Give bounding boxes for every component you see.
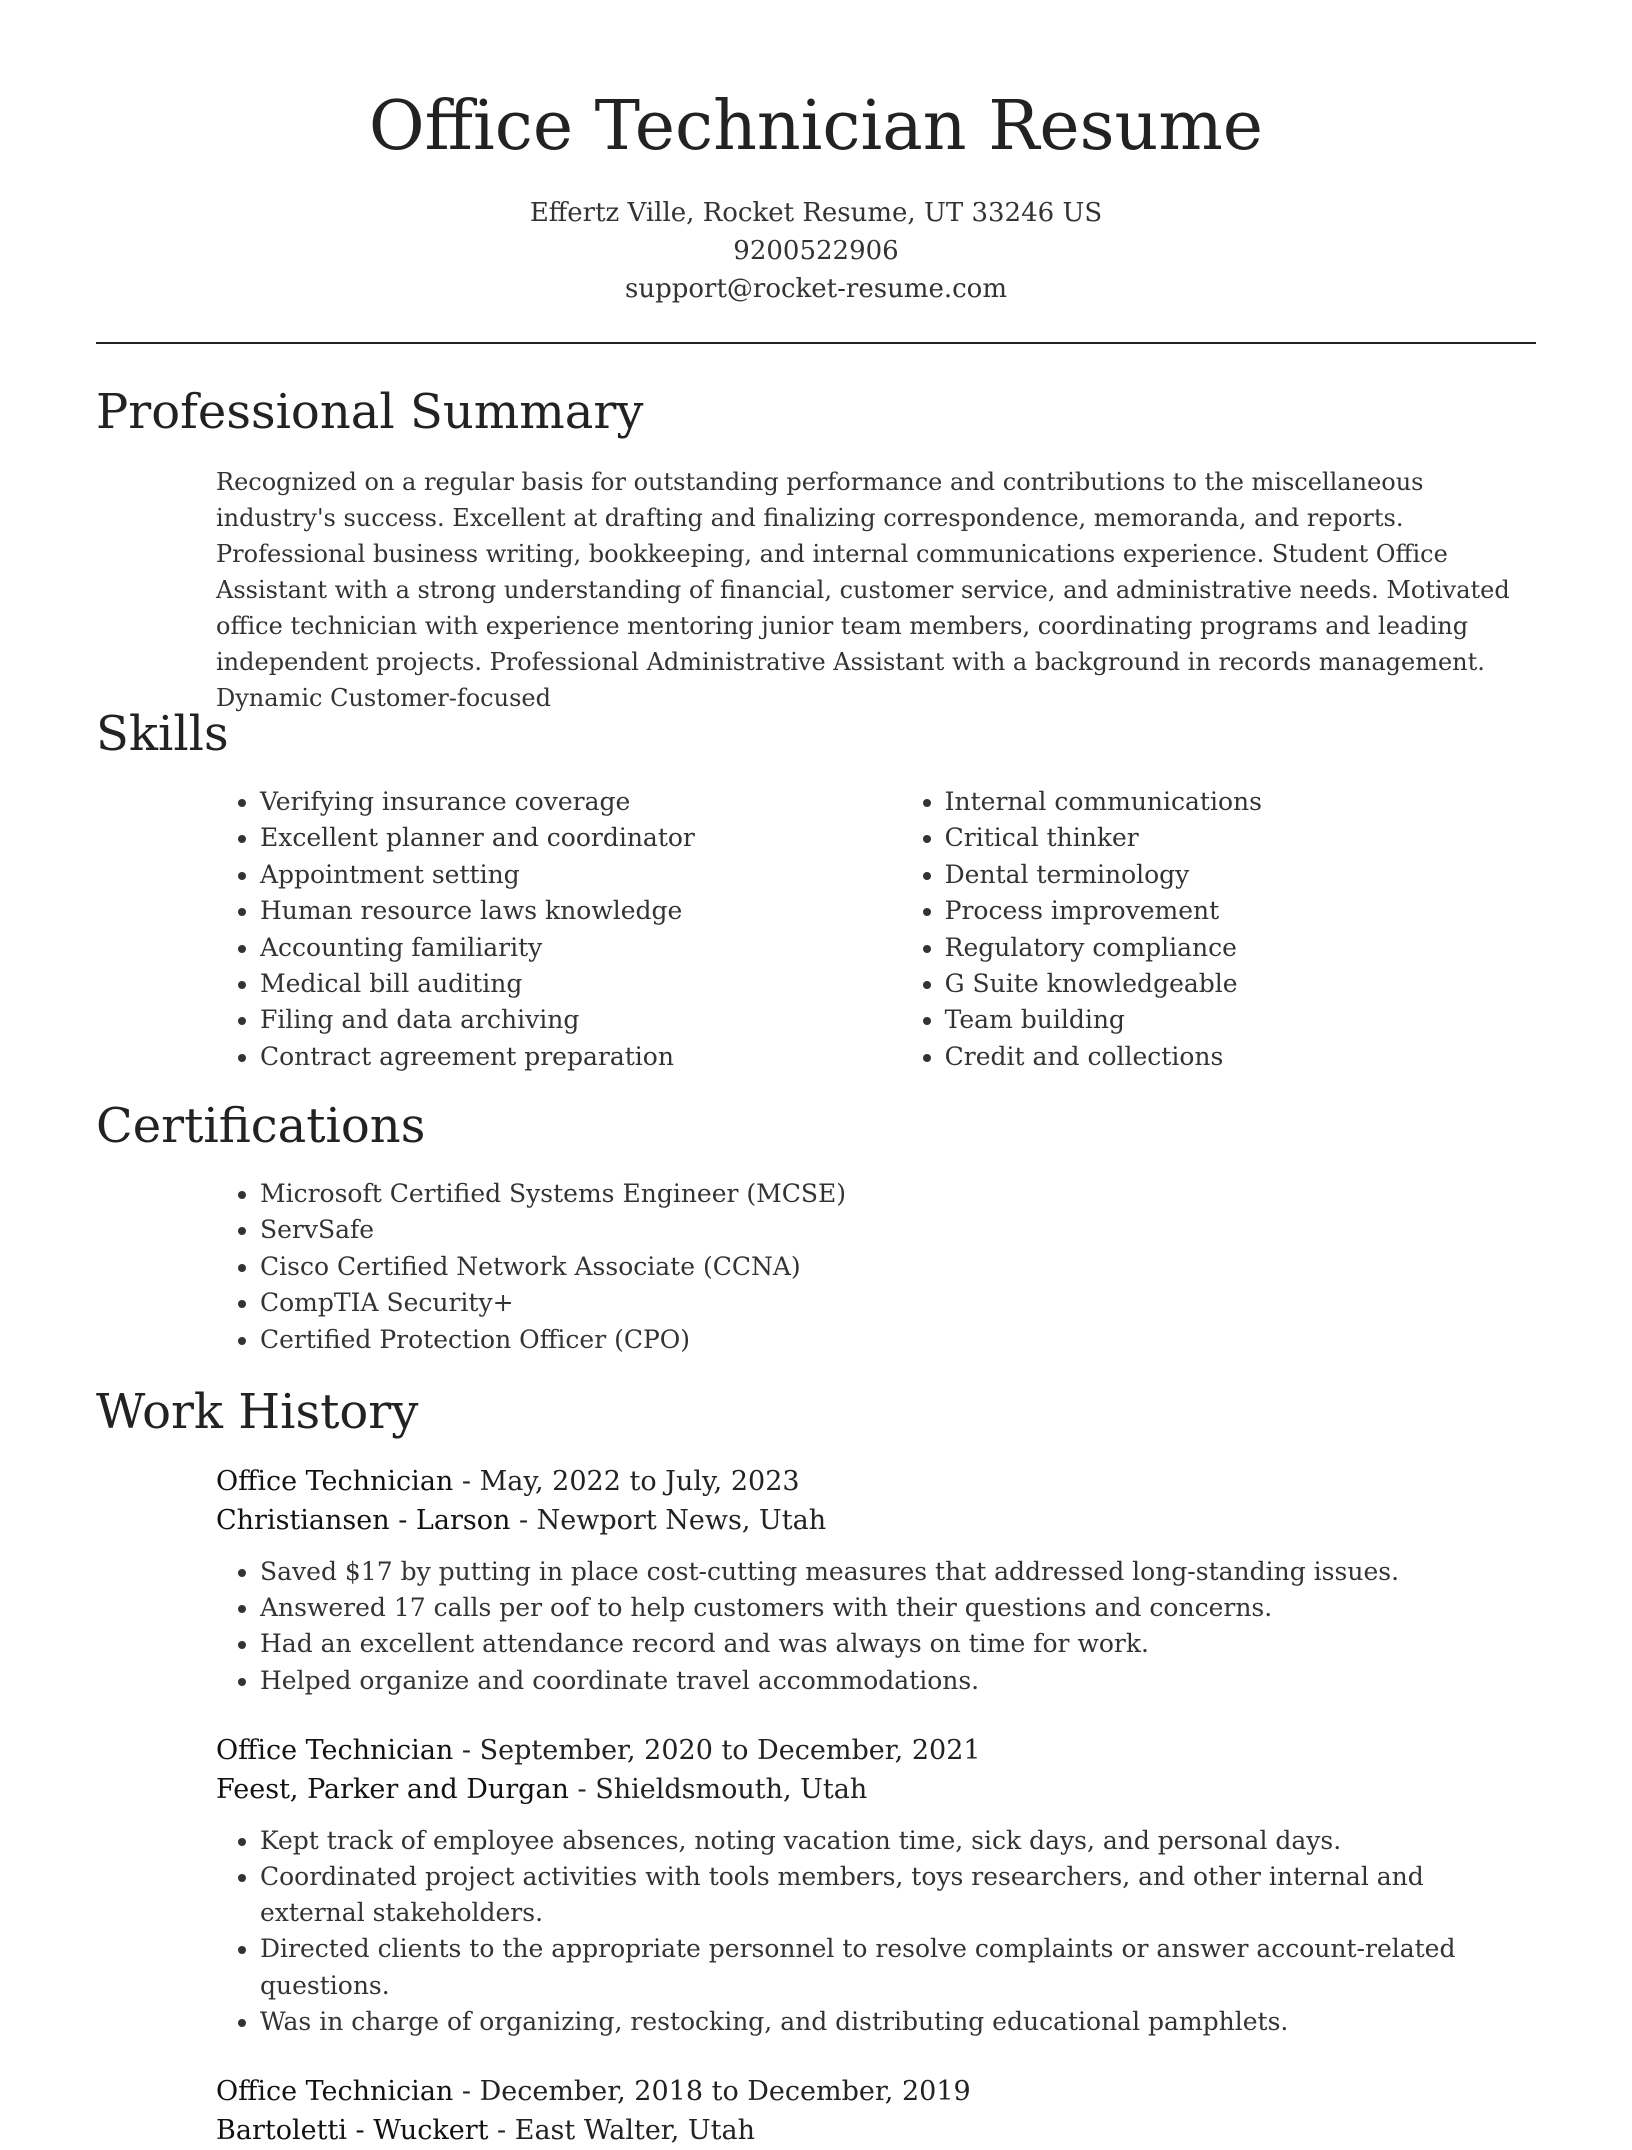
job-title: Office Technician — [216, 1466, 454, 1497]
summary-section — [96, 382, 1536, 716]
job-bullet: • Answered 17 calls per oof to help customers with their questions and concerns. — [260, 1590, 1536, 1626]
skill-item: • Internal communications — [945, 784, 1536, 820]
email: support@rocket-resume.com — [624, 274, 1007, 304]
job-bullet: • Coordinated project activities with tools members, toys researchers, and other internal and external stakeholders. — [260, 1859, 1536, 1931]
certification-item: • CompTIA Security+ — [260, 1285, 1536, 1321]
job-bullet: • Kept track of employee absences, noting vacation time, sick days, and personal days. — [260, 1823, 1536, 1859]
header-divider — [96, 342, 1536, 344]
skill-item: • Human resource laws knowledge — [260, 893, 901, 929]
certification-item: • Microsoft Certified Systems Engineer (MCSE) — [260, 1176, 1536, 1212]
skill-item: • Critical thinker — [945, 820, 1536, 856]
skills-list-left — [96, 784, 901, 1075]
job-company: Feest, Parker and Durgan — [216, 1773, 569, 1805]
summary-heading: Professional Summary — [96, 384, 644, 440]
resume-title: Office Technician Resume — [368, 87, 1264, 166]
address: Effertz Ville, Rocket Resume, UT 33246 US — [529, 198, 1103, 228]
skills-list-right — [901, 784, 1536, 1075]
job-bullets — [216, 1823, 1536, 2040]
job-title-line — [216, 2072, 1536, 2111]
job-location: - Newport News, Utah — [510, 1505, 827, 1536]
job-dates: - September, 2020 to December, 2021 — [453, 1734, 981, 1766]
summary-text: Recognized on a regular basis for outstanding performance and contributions to the miscellaneous industry's success. Excellent at drafting and finalizing correspondence, memoranda, and reports. Professional business writing, bookkeeping, and internal communications experience. Student Office Assistant with a strong understanding of financial, customer service, and administrative needs. Motivated office technician with experience mentoring junior team members, coordinating programs and leading independent projects. Professional Administrative Assistant with a background in records management. Dynamic Customer-focused — [216, 468, 1510, 712]
job-location: - East Walter, Utah — [488, 2115, 755, 2147]
job-company-line — [216, 2111, 1536, 2150]
job-company: Christiansen - Larson — [216, 1505, 511, 1536]
skills-columns — [96, 784, 1536, 1075]
certification-item: • Cisco Certified Network Associate (CCNA) — [260, 1249, 1536, 1285]
skill-item: • Filing and data archiving — [260, 1002, 901, 1038]
job-dates: - December, 2018 to December, 2019 — [453, 2076, 971, 2108]
skill-item: • Appointment setting — [260, 857, 901, 893]
skills-section — [96, 704, 1536, 1075]
job-title: Office Technician — [216, 2076, 454, 2108]
job-bullet: • Directed clients to the appropriate personnel to resolve complaints or answer account-related questions. — [260, 1931, 1536, 2003]
job-entry — [216, 2072, 1536, 2150]
job-entry — [216, 1731, 1536, 2040]
skill-item: • Dental terminology — [945, 857, 1536, 893]
job-title-line — [216, 1731, 1536, 1770]
certification-item: • ServSafe — [260, 1212, 1536, 1248]
job-location: - Shieldsmouth, Utah — [568, 1773, 868, 1805]
phone: 9200522906 — [733, 236, 899, 266]
skill-item: • Excellent planner and coordinator — [260, 820, 901, 856]
certifications-heading: Certifications — [96, 1098, 426, 1154]
skill-item: • Verifying insurance coverage — [260, 784, 901, 820]
work-history-heading: Work History — [96, 1384, 419, 1440]
certifications-list — [96, 1176, 1536, 1358]
job-title: Office Technician — [216, 1734, 454, 1766]
skill-item: • Team building — [945, 1002, 1536, 1038]
contact-block — [0, 194, 1632, 308]
job-title-line — [216, 1462, 1536, 1501]
job-company-line — [216, 1770, 1536, 1809]
resume-header — [0, 0, 1632, 308]
skill-item: • G Suite knowledgeable — [945, 966, 1536, 1002]
job-bullets — [216, 1554, 1536, 1699]
skill-item: • Contract agreement preparation — [260, 1039, 901, 1075]
skill-item: • Medical bill auditing — [260, 966, 901, 1002]
job-company: Bartoletti - Wuckert — [216, 2115, 489, 2147]
certification-item: • Certified Protection Officer (CPO) — [260, 1322, 1536, 1358]
job-bullet: • Helped organize and coordinate travel accommodations. — [260, 1663, 1536, 1699]
skill-item: • Credit and collections — [945, 1039, 1536, 1075]
job-dates: - May, 2022 to July, 2023 — [453, 1466, 800, 1497]
work-history-section — [96, 1382, 1536, 2150]
job-bullet: • Saved $17 by putting in place cost-cutting measures that addressed long-standing issues. — [260, 1554, 1536, 1590]
job-entry — [216, 1462, 1536, 1699]
job-bullet: • Had an excellent attendance record and was always on time for work. — [260, 1626, 1536, 1662]
skill-item: • Regulatory compliance — [945, 930, 1536, 966]
job-company-line — [216, 1501, 1536, 1540]
skill-item: • Accounting familiarity — [260, 930, 901, 966]
certifications-section — [96, 1096, 1536, 1358]
skills-heading: Skills — [96, 706, 229, 762]
skill-item: • Process improvement — [945, 893, 1536, 929]
job-bullet: • Was in charge of organizing, restocking, and distributing educational pamphlets. — [260, 2004, 1536, 2040]
